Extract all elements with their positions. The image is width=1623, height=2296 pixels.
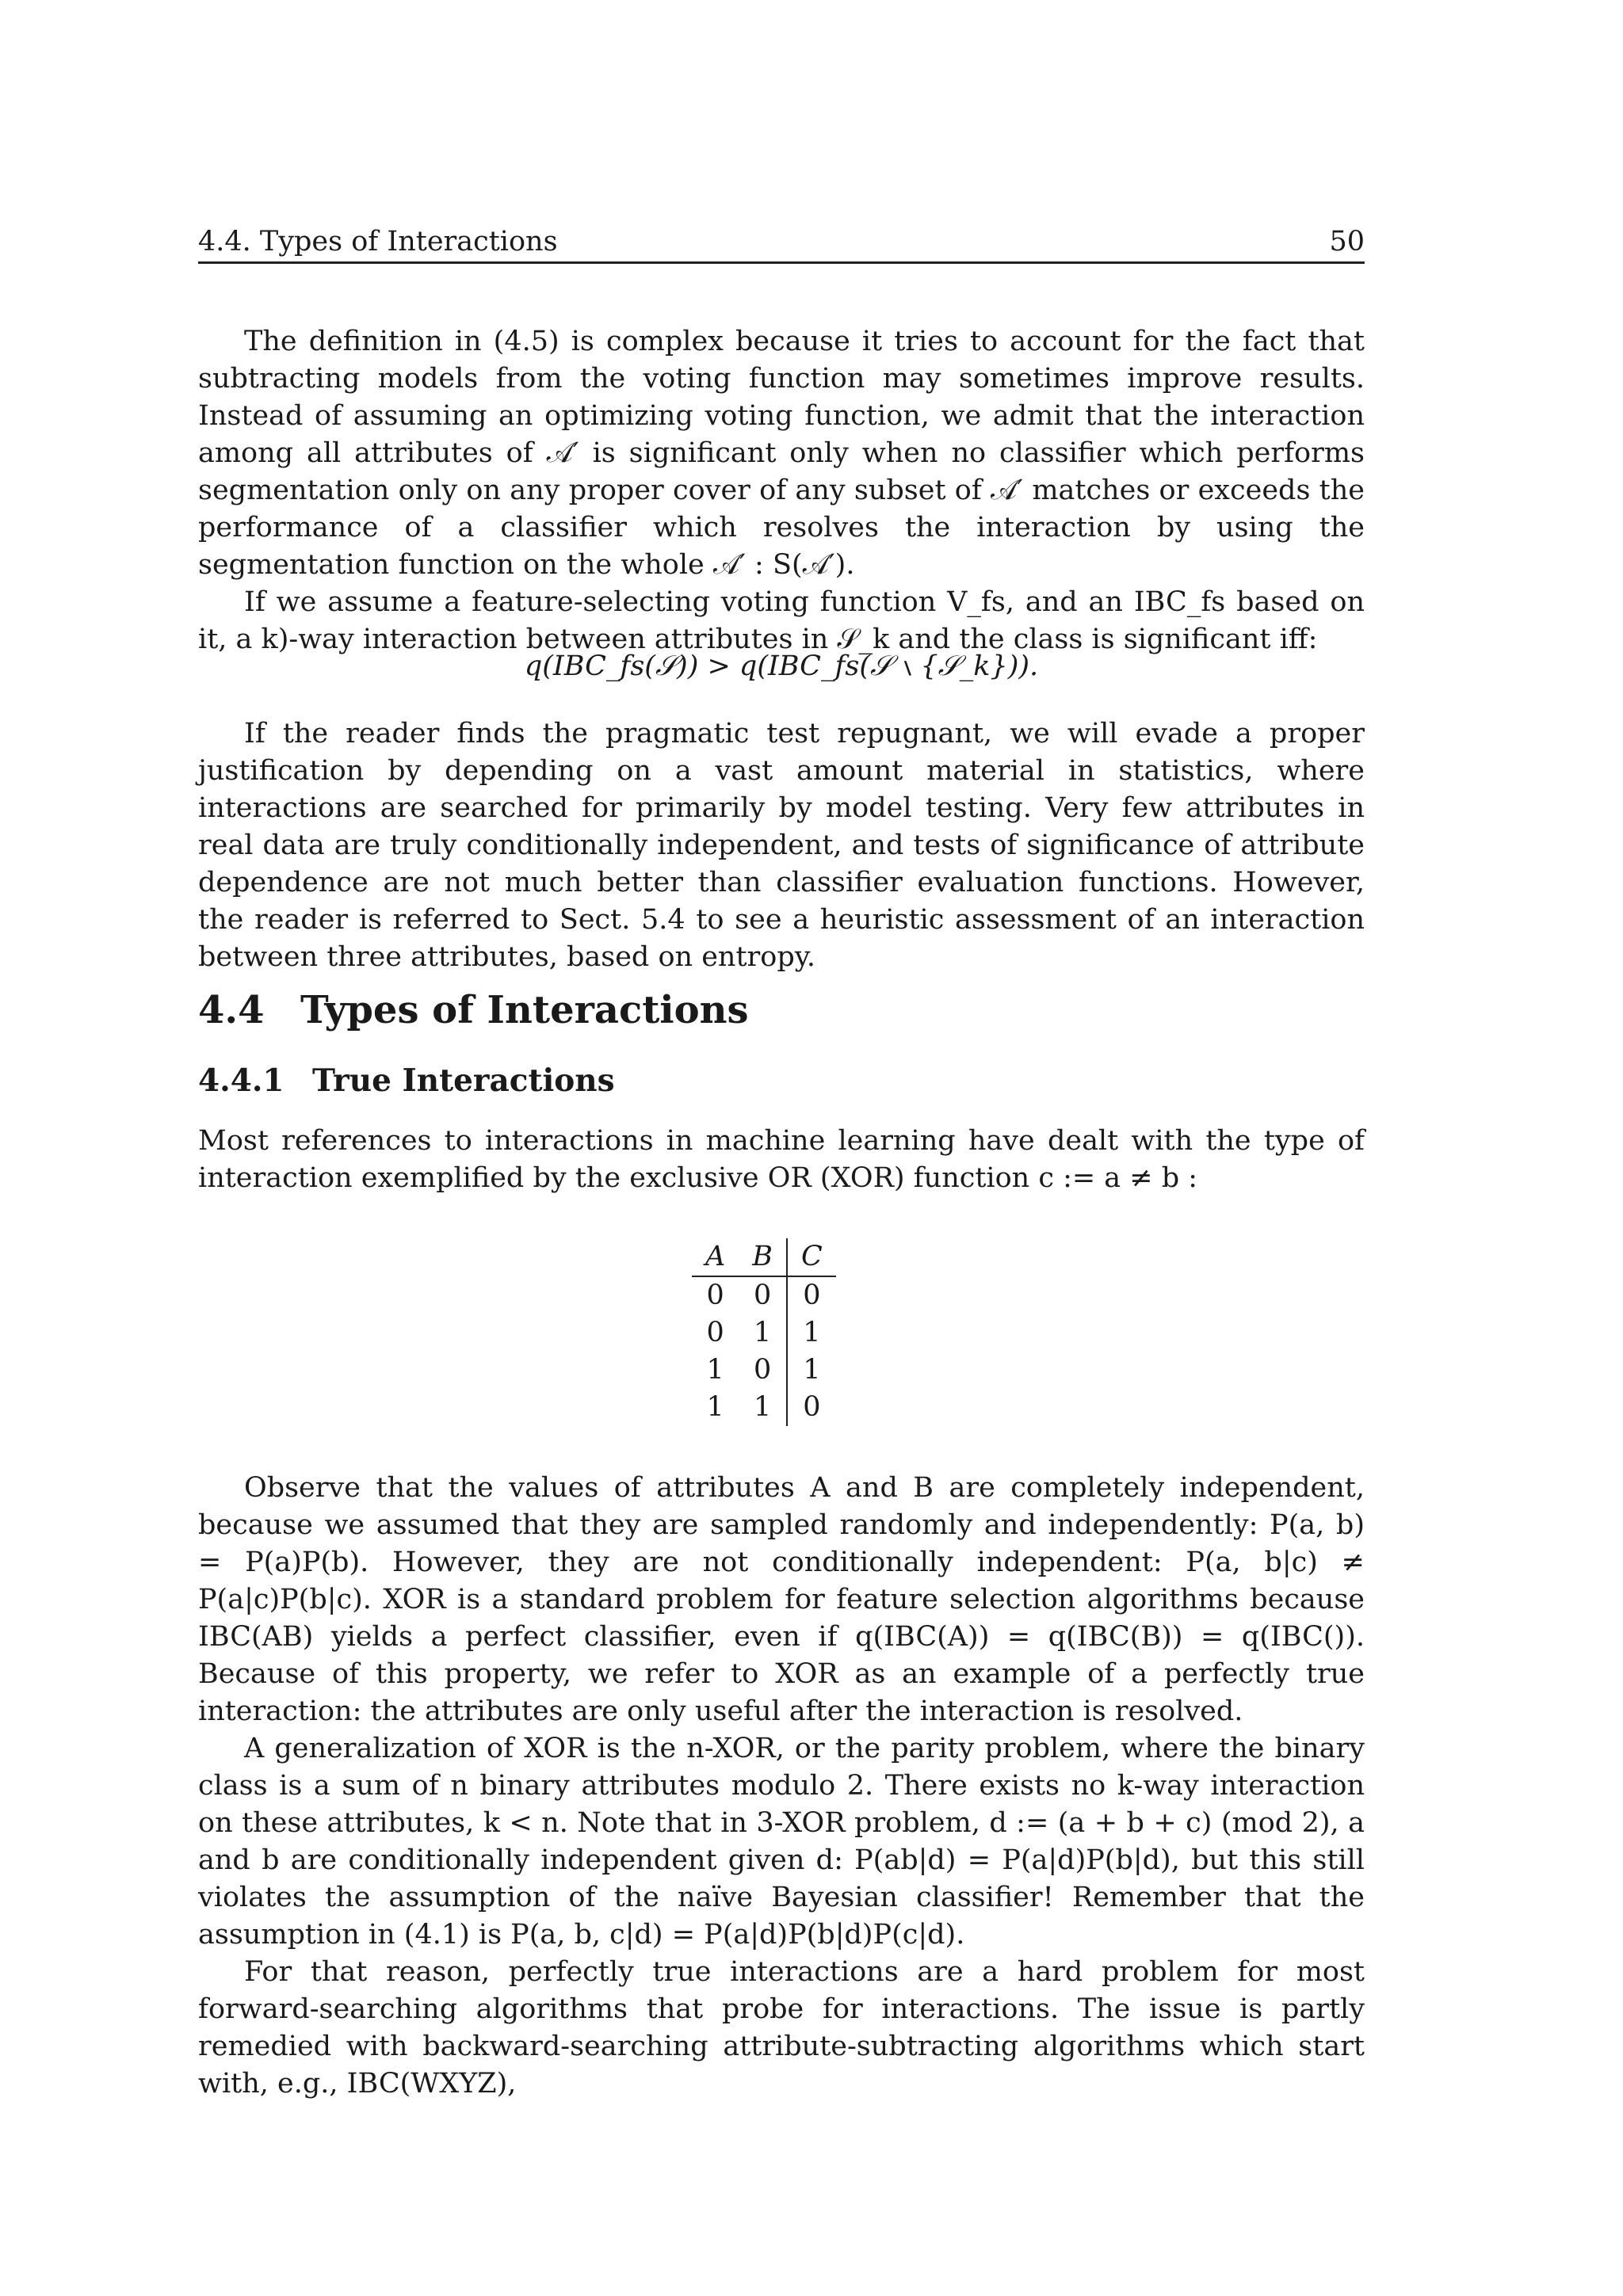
- column-header: A: [692, 1238, 739, 1276]
- subsection-number: 4.4.1: [198, 1062, 285, 1099]
- table-cell: 0: [739, 1352, 787, 1389]
- column-header: B: [739, 1238, 787, 1276]
- table-row: [692, 1389, 836, 1426]
- table-cell: 1: [803, 1354, 821, 1386]
- paragraph: For that reason, perfectly true interactions are a hard problem for most forward-searching algorithms that probe for interactions. The issue is partly remedied with backward-searching attribute-subtracting algorithms which start with, e.g., IBC(WXYZ),: [198, 1956, 1365, 2100]
- table-row: [692, 1352, 836, 1389]
- table-cell: 1: [803, 1317, 821, 1348]
- middle-text-block: [198, 715, 1365, 976]
- page-number: 50: [1329, 226, 1365, 257]
- table-header-row: [692, 1238, 836, 1276]
- table-cell: 0: [706, 1280, 724, 1311]
- display-equation: q(IBC_fs(𝒮)) > q(IBC_fs(𝒮 ∖ {𝒮_k})).: [524, 650, 1039, 682]
- paragraph: If the reader finds the pragmatic test repugnant, we will evade a proper justification by depending on a vast amount material in statistics, where interactions are searched for primarily by model testing. Very few attributes in real data are truly conditionally independent, and tests of significance of attribute dependence are not much better than classifier evaluation functions. However, the reader is referred to Sect. 5.4 to see a heuristic assessment of an interaction between three attributes, based on entropy.: [198, 718, 1365, 973]
- paragraph: Most references to interactions in machine learning have dealt with the type of interaction exemplified by the exclusive OR (XOR) function c := a ≠ b :: [198, 1125, 1365, 1194]
- table-row: [692, 1276, 836, 1314]
- subsection-title: True Interactions: [312, 1062, 615, 1099]
- section-heading: [198, 987, 749, 1033]
- table-cell: 1: [706, 1354, 724, 1386]
- intro-text-block: [198, 1123, 1365, 1197]
- paragraph: Observe that the values of attributes A and B are completely independent, because we assumed that they are sampled randomly and independently: P(a, b) = P(a)P(b). However, they are not conditionally independent: P(a, b|c) ≠ P(a|c)P(b|c). XOR is a standard problem for feature selection algorithms because IBC(AB) yields a perfect classifier, even if q(IBC(A)) = q(IBC(B)) = q(IBC()). Because of this property, we refer to XOR as an example of a perfectly true interaction: the attributes are only useful after the interaction is resolved.: [198, 1472, 1365, 1727]
- top-text-block: [198, 323, 1365, 658]
- running-header: [198, 225, 1365, 264]
- column-header: C: [787, 1238, 836, 1276]
- xor-truth-table: [692, 1238, 836, 1426]
- bottom-text-block: [198, 1470, 1365, 2103]
- table-row: [692, 1314, 836, 1352]
- table-cell: 1: [739, 1389, 787, 1426]
- table-cell: 0: [803, 1391, 821, 1423]
- table-cell: 1: [706, 1391, 724, 1423]
- table-cell: 0: [803, 1280, 821, 1311]
- table-cell: 0: [739, 1276, 787, 1314]
- paragraph: The definition in (4.5) is complex because it tries to account for the fact that subtracting models from the voting function may sometimes improve results. Instead of assuming an optimizing voting function, we admit that the interaction among all attributes of 𝒜′ is significant only when no classifier which performs segmentation only on any proper cover of any subset of 𝒜′ matches or exceeds the performance of a classifier which resolves the interaction by using the segmentation function on the whole 𝒜′ : S(𝒜′).: [198, 326, 1365, 581]
- table-cell: 0: [706, 1317, 724, 1348]
- paragraph: If we assume a feature-selecting voting function V_fs, and an IBC_fs based on it, a k)-way interaction between attributes in 𝒮_k and the class is significant iff:: [198, 586, 1365, 655]
- section-title: Types of Interactions: [300, 988, 749, 1032]
- section-number: 4.4: [198, 988, 265, 1032]
- table-cell: 1: [739, 1314, 787, 1352]
- header-section-title: 4.4. Types of Interactions: [198, 226, 558, 257]
- paragraph: A generalization of XOR is the n-XOR, or the parity problem, where the binary class is a sum of n binary attributes modulo 2. There exists no k-way interaction on these attributes, k < n. Note that in 3-XOR problem, d := (a + b + c) (mod 2), a and b are conditionally independent given d: P(ab|d) = P(a|d)P(b|d), but this still violates the assumption of the naïve Bayesian classifier! Remember that the assumption in (4.1) is P(a, b, c|d) = P(a|d)P(b|d)P(c|d).: [198, 1733, 1365, 1951]
- subsection-heading: [198, 1062, 615, 1100]
